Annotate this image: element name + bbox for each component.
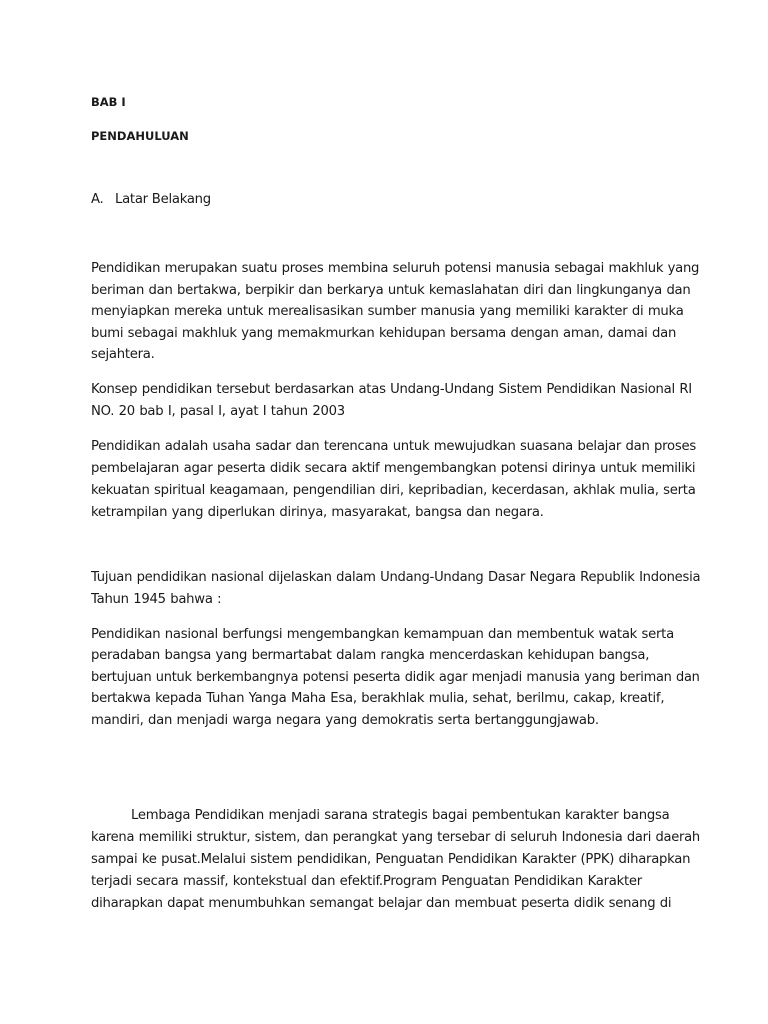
- paragraph-3-line: pembelajaran agar peserta didik secara aktif mengembangkan potensi dirinya untuk memiliki: [91, 461, 696, 476]
- paragraph-5-line: mandiri, dan menjadi warga negara yang demokratis serta bertanggungjawab.: [91, 713, 599, 728]
- paragraph-2-line: Konsep pendidikan tersebut berdasarkan atas Undang-Undang Sistem Pendidikan Nasional RI: [91, 382, 692, 397]
- paragraph-6-line: terjadi secara massif, kontekstual dan efektif.Program Penguatan Pendidikan Karakter: [91, 874, 642, 889]
- paragraph-6-line: karena memiliki struktur, sistem, dan perangkat yang tersebar di seluruh Indonesia dari daerah: [91, 830, 700, 845]
- paragraph-3-line: kekuatan spiritual keagamaan, pengendilian diri, kepribadian, kecerdasan, akhlak mulia, serta: [91, 483, 696, 498]
- paragraph-2-line: NO. 20 bab I, pasal I, ayat I tahun 2003: [91, 404, 345, 419]
- section-marker: A.: [91, 192, 104, 207]
- paragraph-5-line: peradaban bangsa yang bermartabat dalam rangka mencerdaskan kehidupan bangsa,: [91, 648, 650, 663]
- chapter-number: BAB I: [91, 95, 126, 109]
- paragraph-3-line: ketrampilan yang diperlukan dirinya, masyarakat, bangsa dan negara.: [91, 505, 544, 520]
- paragraph-1-line: menyiapkan mereka untuk merealisasikan sumber manusia yang memiliki karakter di muka: [91, 304, 684, 319]
- paragraph-4-line: Tujuan pendidikan nasional dijelaskan dalam Undang-Undang Dasar Negara Republik Indonesia: [91, 570, 701, 585]
- section-title: Latar Belakang: [115, 192, 211, 207]
- paragraph-5-line: bertakwa kepada Tuhan Yanga Maha Esa, berakhlak mulia, sehat, berilmu, cakap, kreatif,: [91, 691, 665, 706]
- paragraph-1-line: beriman dan bertakwa, berpikir dan berkarya untuk kemaslahatan diri dan lingkunganya dan: [91, 283, 691, 298]
- paragraph-5-line: bertujuan untuk berkembangnya potensi peserta didik agar menjadi manusia yang beriman dan: [91, 670, 700, 685]
- paragraph-5-line: Pendidikan nasional berfungsi mengembangkan kemampuan dan membentuk watak serta: [91, 627, 674, 642]
- paragraph-3-line: Pendidikan adalah usaha sadar dan terencana untuk mewujudkan suasana belajar dan proses: [91, 439, 696, 454]
- paragraph-4-line: Tahun 1945 bahwa :: [91, 592, 222, 607]
- paragraph-6-line: sampai ke pusat.Melalui sistem pendidikan, Penguatan Pendidikan Karakter (PPK) diharapkan: [91, 852, 691, 867]
- paragraph-1-line: bumi sebagai makhluk yang memakmurkan kehidupan bersama dengan aman, damai dan: [91, 326, 677, 341]
- paragraph-1-line: sejahtera.: [91, 347, 155, 362]
- chapter-title: PENDAHULUAN: [91, 129, 189, 143]
- section-heading: [91, 192, 211, 208]
- paragraph-1-line: Pendidikan merupakan suatu proses membina seluruh potensi manusia sebagai makhluk yang: [91, 261, 700, 276]
- paragraph-6-line: diharapkan dapat menumbuhkan semangat belajar dan membuat peserta didik senang di: [91, 896, 672, 911]
- paragraph-6-line: Lembaga Pendidikan menjadi sarana strategis bagai pembentukan karakter bangsa: [131, 808, 670, 823]
